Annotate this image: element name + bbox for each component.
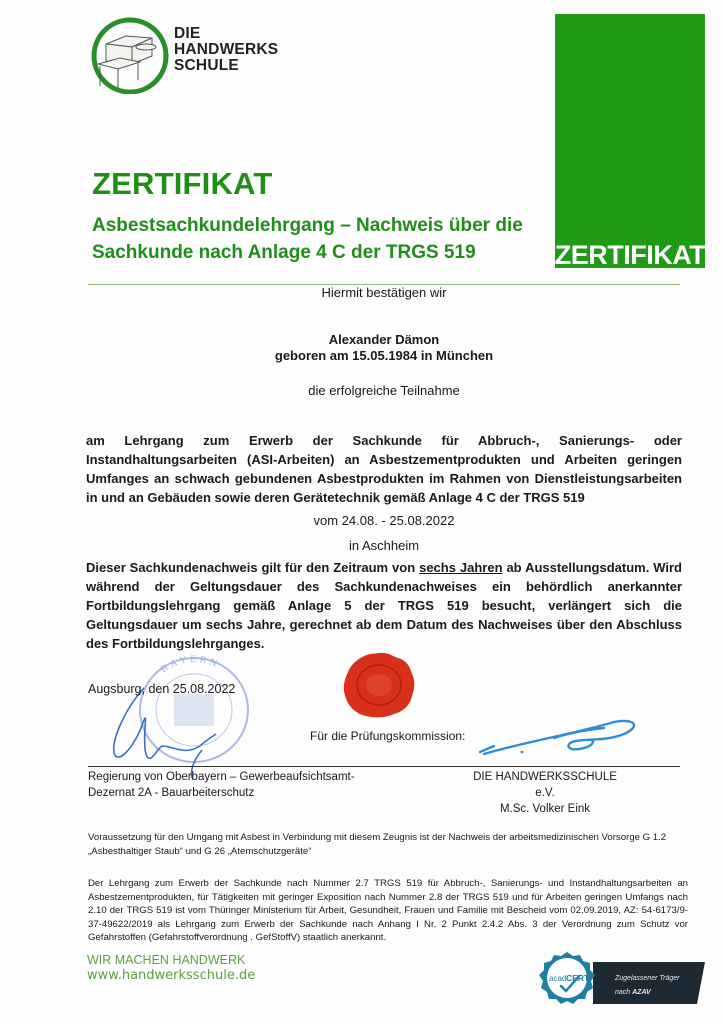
authority-line-1: Regierung von Oberbayern – Gewerbeaufsichtsamt-: [88, 771, 355, 783]
prerequisite-note: Voraussetzung für den Umgang mit Asbest in Verbindung mit diesem Zeugnis ist der Nachweis der arbeitsmedizinischen Vorsorge G 1.2 „Asbesthaltiger Staub“ und G 26 „Atemschutzgeräte“: [88, 832, 667, 857]
validity-before: Dieser Sachkundenachweis gilt für den Zeitraum von: [86, 560, 420, 575]
footer-slogan: WIR MACHEN HANDWERK: [87, 953, 246, 967]
subtitle-line-2: Sachkunde nach Anlage 4 C der TRGS 519: [92, 242, 476, 263]
subtitle-line-1: Asbestsachkundelehrgang – Nachweis über die: [92, 215, 523, 236]
participation-text: die erfolgreiche Teilnahme: [308, 383, 460, 398]
course-place: in Aschheim: [348, 538, 420, 553]
badge-line-2-azav: AZAV: [632, 989, 651, 996]
certificate-subtitle: [92, 212, 542, 266]
authority-signatory: [88, 769, 355, 801]
logo-line-2: HANDWERKS: [174, 41, 279, 58]
green-banner: [555, 14, 705, 268]
validity-after: ab Ausstellungsdatum. Wird während der Geltungsdauer des Sachkundenachweises ein behördlich anerkannter Fortbildungslehrgang gemäß Anlage 5 der TRGS 519 besucht, verlängert sich die Geltungsdauer um sechs Jahre, gerechnet ab dem Datum des Nachweises über den Abschluss des Fortbildungslehrganges.: [86, 560, 682, 651]
authority-line-2: Dezernat 2A - Bauarbeiterschutz: [88, 787, 255, 799]
footer-website-link[interactable]: www.handwerksschule.de: [87, 968, 256, 983]
green-banner-label: ZERTIFIKAT: [554, 240, 706, 270]
commission-label: Für die Prüfungskommission:: [310, 729, 466, 743]
school-line-2: M.Sc. Volker Eink: [499, 803, 591, 815]
school-signatory: [470, 769, 620, 817]
recognition-note: Der Lehrgang zum Erwerb der Sachkunde nach Nummer 2.7 TRGS 519 für Abbruch-, Sanierungs- und Instandhaltungsarbeiten an Asbestzementprodukten, für Tätigkeiten mit geringer Exposition nach Nummer 2.8 der TRGS 519 und für Arbeiten geringen Umfangs nach 2.10 der TRGS 519 ist vom Thüringer Ministerium für Arbeit, Gesundheit, Frauen und Familie mit Bescheid vom 02.09.2019, AZ: 54-6173/9-37-49622/2019 als Lehrgang zum Erwerb der Sachkunde nach Anhang I Nr. 2 Punkt 2.4.2 Abs. 3 der Verordnung zum Schutz vor Gefahrstoffen (Gefahrstoffverordnung . GefStoffV) staatlich anerkannt.: [88, 878, 688, 943]
badge-brand-b: CERT: [566, 973, 590, 983]
badge-line-1: Zugelassener Träger: [615, 975, 680, 982]
logo-line-3: SCHULE: [174, 57, 239, 74]
validity-text: [86, 558, 682, 653]
confirm-text: Hiermit bestätigen wir: [321, 285, 447, 300]
issue-city-date: Augsburg, den 25.08.2022: [88, 682, 236, 696]
participant-name: Alexander Dämon: [328, 332, 440, 347]
logo-line-1: DIE: [174, 25, 201, 42]
badge-brand-a: acad: [549, 974, 567, 983]
signature-right: [474, 712, 644, 760]
signature-line: [88, 766, 680, 767]
course-dates: vom 24.08. - 25.08.2022: [313, 513, 455, 528]
wax-seal: [340, 650, 418, 720]
badge-line-2: [615, 989, 652, 996]
validity-period: sechs Jahren: [419, 560, 503, 575]
certificate-title: ZERTIFIKAT: [92, 166, 273, 201]
participant-birth: geboren am 15.05.1984 in München: [274, 348, 494, 363]
logo-wordmark: [174, 26, 278, 74]
school-line-1: DIE HANDWERKSSCHULE e.V.: [473, 771, 617, 799]
acadcert-badge: [533, 950, 713, 1015]
course-description: am Lehrgang zum Erwerb der Sachkunde für Abbruch-, Sanierungs- oder Instandhaltungsarbeiten (ASI-Arbeiten) an Asbestzementprodukten und Arbeiten geringen Umfanges an schwach gebundenen Asbestprodukten im Rahmen von Dienstleistungsarbeiten in und an Gebäuden sowie deren Gerätetechnik gemäß Anlage 4 C der TRGS 519: [86, 433, 682, 505]
badge-line-2-prefix: nach: [615, 989, 633, 996]
stamp-text: BAYERN: [158, 653, 222, 676]
